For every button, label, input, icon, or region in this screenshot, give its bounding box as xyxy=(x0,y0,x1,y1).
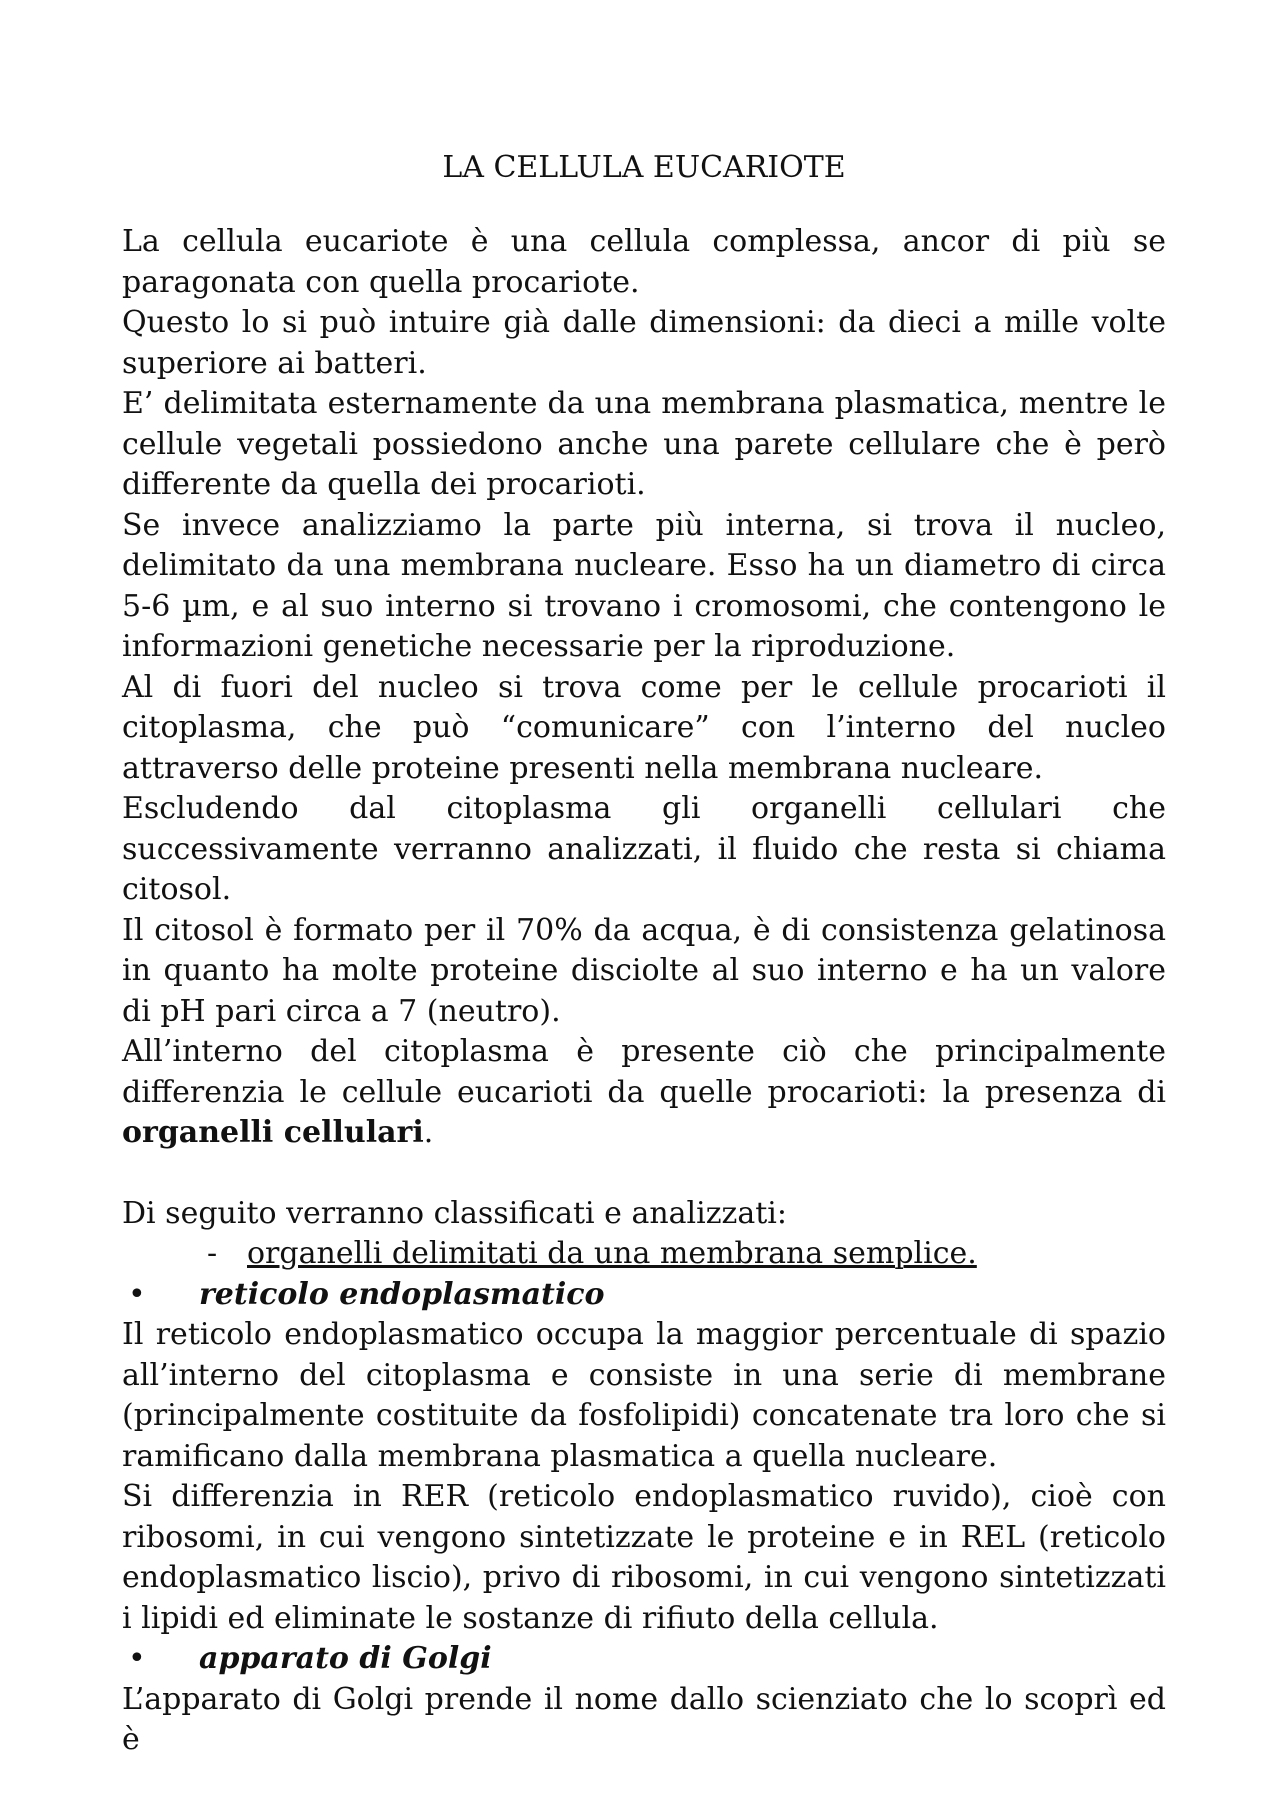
paragraph-er-types: Si differenzia in RER (reticolo endoplasmatico ruvido), cioè con ribosomi, in cui vengono sintetizzate le proteine e in REL (reticolo endoplasmatico liscio), privo di ribosomi, in cui vengono sintetizzati i lipidi ed eliminate le sostanze di rifiuto della cellula. xyxy=(122,1479,1166,1636)
dash-marker: - xyxy=(207,1236,218,1271)
paragraph-er-description: Il reticolo endoplasmatico occupa la maggior percentuale di spazio all’interno del citoplasma e consiste in una serie di membrane (principalmente costituite da fosfolipidi) concatenate tra loro che si ramificano dalla membrana plasmatica a quella nucleare. xyxy=(122,1317,1166,1474)
list-item-single-membrane xyxy=(122,1234,1166,1275)
list-item-label: organelli delimitati da una membrana semplice. xyxy=(247,1236,977,1271)
document-page xyxy=(122,148,1166,1761)
paragraph-classification: Di seguito verranno classificati e analizzati: xyxy=(122,1195,787,1231)
document-title: LA CELLULA EUCARIOTE xyxy=(442,150,846,185)
paragraph-nucleus: Se invece analizziamo la parte più interna, si trova il nucleo, delimitato da una membrana nucleare. Esso ha un diametro di circa 5-6 µm, e al suo interno si trovano i cromosomi, che contengono le informazioni genetiche necessarie per la riproduzione. xyxy=(122,507,1166,664)
blank-line xyxy=(122,1154,1166,1194)
bullet-heading-label: reticolo endoplasmatico xyxy=(199,1276,605,1312)
paragraph-dimensions: Questo lo si può intuire già dalle dimensioni: da dieci a mille volte superiore ai batteri. xyxy=(122,305,1166,381)
paragraph-cytosol: Escludendo dal citoplasma gli organelli cellulari che successivamente verranno analizzati, il fluido che resta si chiama citosol. xyxy=(122,791,1166,907)
paragraph-organelles xyxy=(122,1032,1166,1154)
bullet-marker: • xyxy=(128,1641,146,1676)
bullet-heading-label: apparato di Golgi xyxy=(199,1641,492,1676)
bullet-marker: • xyxy=(128,1276,146,1312)
bullet-heading-er xyxy=(122,1275,1166,1316)
paragraph-golgi: L’apparato di Golgi prende il nome dallo scienziato che lo scoprì ed è xyxy=(122,1681,1166,1757)
paragraph-cytosol-composition: Il citosol è formato per il 70% da acqua, è di consistenza gelatinosa in quanto ha molte proteine disciolte al suo interno e ha un valore di pH pari circa a 7 (neutro). xyxy=(122,912,1166,1029)
bullet-heading-golgi xyxy=(122,1639,1166,1680)
paragraph-intro: La cellula eucariote è una cellula complessa, ancor di più se paragonata con quella procariote. xyxy=(122,224,1166,300)
paragraph-cytoplasm: Al di fuori del nucleo si trova come per le cellule procarioti il citoplasma, che può “comunicare” con l’interno del nucleo attraverso delle proteine presenti nella membrana nucleare. xyxy=(122,669,1166,786)
organelles-bold-term: organelli cellulari xyxy=(122,1115,424,1150)
paragraph-membrane: E’ delimitata esternamente da una membrana plasmatica, mentre le cellule vegetali possiedono anche una parete cellulare che è però differente da quella dei procarioti. xyxy=(122,386,1166,502)
organelles-text-start: All’interno del citoplasma è presente ciò che principalmente differenzia le cellule eucarioti da quelle procarioti: la presenza di xyxy=(122,1034,1166,1110)
organelles-text-end: . xyxy=(423,1115,434,1150)
